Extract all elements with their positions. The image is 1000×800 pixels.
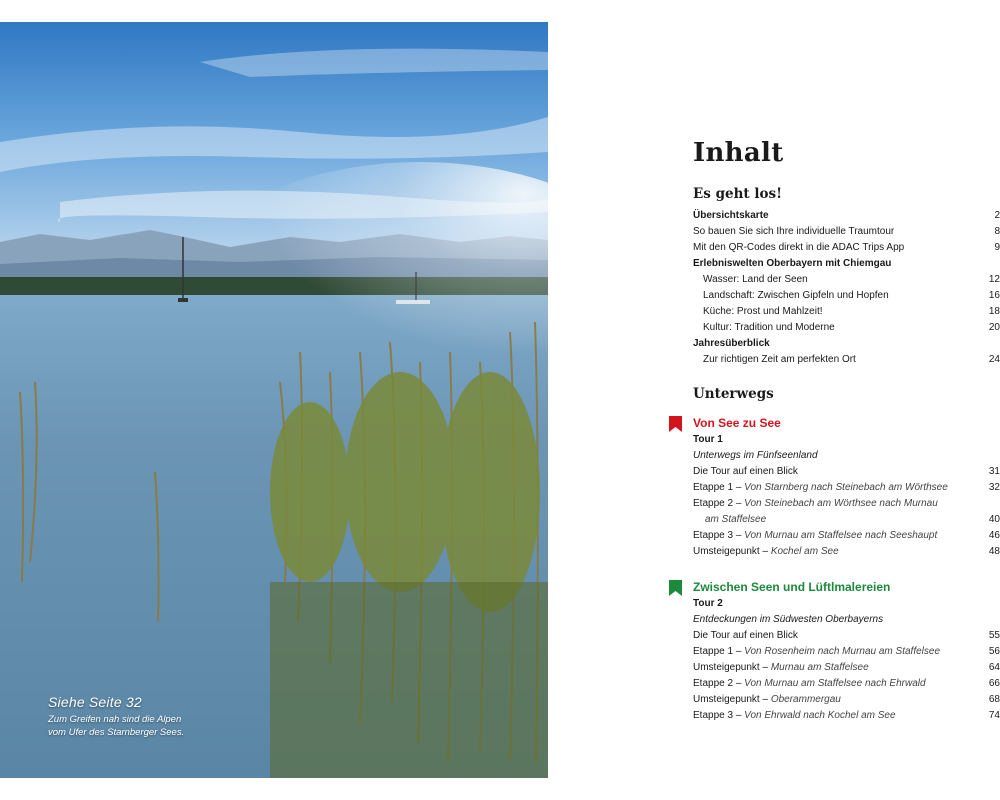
toc-entry[interactable] [693,352,1000,368]
toc-page-number: 48 [988,546,1000,557]
section-heading: Unterwegs [693,386,774,402]
toc-page-number: 68 [988,694,1000,705]
toc-entry[interactable] [693,676,1000,692]
toc-entry-label: Mit den QR-Codes direkt in die ADAC Trips App [693,242,905,253]
toc-entry-label: Die Tour auf einen Blick [693,630,798,641]
stage-prefix: Umsteigepunkt – [693,546,771,557]
stage-prefix: Etappe 1 – [693,482,745,493]
toc-entry-label: Landschaft: Zwischen Gipfeln und Hopfen [703,290,889,301]
toc-page-number: 31 [988,466,1000,477]
page-title: Inhalt [693,138,784,168]
stage-route: Von Ehrwald nach Kochel am See [744,710,896,721]
toc-entry-label: Tour 2 [693,598,723,609]
toc-entry-label [693,544,839,560]
toc-entry[interactable] [693,336,1000,352]
toc-entry[interactable] [693,320,1000,336]
toc-entry[interactable] [693,544,1000,560]
lake-photo [0,22,548,778]
tour-heading[interactable] [693,414,1000,432]
toc-page-number: 12 [988,274,1000,285]
toc-page-number: 16 [988,290,1000,301]
toc-entry-label: Erlebniswelten Oberbayern mit Chiemgau [693,258,892,269]
toc-entry[interactable] [693,660,1000,676]
caption-title: Siehe Seite 32 [48,694,142,710]
stage-route: Von Murnau am Staffelsee nach Seeshaupt [744,530,938,541]
toc-entry-label: Tour 1 [693,434,723,445]
toc-entry[interactable] [693,644,1000,660]
toc-entry[interactable] [693,480,1000,496]
stage-route: Von Steinebach am Wörthsee nach Murnau [744,498,938,509]
stage-prefix: Etappe 2 – [693,498,745,509]
toc-entry-label: Zur richtigen Zeit am perfekten Ort [703,354,856,365]
toc-entry-label: Kultur: Tradition und Moderne [703,322,835,333]
tour-stages [693,644,1000,724]
toc-entry[interactable] [693,240,1000,256]
toc-page-number: 20 [988,322,1000,333]
toc-entry-label [693,480,948,496]
toc-entry-label [693,692,841,708]
toc-entry[interactable] [693,272,1000,288]
toc-entry[interactable] [693,496,1000,512]
toc-entry[interactable] [693,628,1000,644]
stage-route: Von Murnau am Staffelsee nach Ehrwald [744,678,926,689]
toc-page-number: 9 [994,242,1000,253]
toc-page-number: 74 [988,710,1000,721]
toc-entry[interactable] [693,224,1000,240]
toc-entry[interactable] [693,288,1000,304]
toc-entry [693,612,1000,628]
toc-entry-label [693,676,926,692]
toc-entry[interactable] [693,256,1000,272]
tour-stages [693,480,1000,560]
toc-entry[interactable] [693,304,1000,320]
toc-entry [693,448,1000,464]
section-entries [693,208,1000,368]
green-bookmark-icon [669,580,682,596]
toc-entry[interactable] [693,708,1000,724]
toc-entry-label [693,708,896,724]
toc-entry-label: So bauen Sie sich Ihre individuelle Traumtour [693,226,895,237]
toc-entry[interactable] [693,512,1000,528]
toc-page-number: 18 [988,306,1000,317]
toc-entry-label: Unterwegs im Fünfseenland [693,450,818,461]
toc-page-number: 46 [988,530,1000,541]
caption-line: Zum Greifen nah sind die Alpen [48,714,182,725]
toc-entry-label: Küche: Prost und Mahlzeit! [703,306,823,317]
toc-entry-label: Die Tour auf einen Blick [693,466,798,477]
stage-prefix: Etappe 1 – [693,646,745,657]
lake-illustration [0,22,548,778]
toc-entry [693,432,1000,448]
toc-page-number: 2 [994,210,1000,221]
toc-page-number: 66 [988,678,1000,689]
toc-page-number: 24 [988,354,1000,365]
toc-entry-label [693,644,940,660]
toc-entry-label [693,496,938,512]
toc-entry[interactable] [693,528,1000,544]
toc-entry-label: Entdeckungen im Südwesten Oberbayerns [693,614,884,625]
stage-route: am Staffelsee [705,514,767,525]
stage-prefix: Umsteigepunkt – [693,662,771,673]
caption-line: vom Ufer des Starnberger Sees. [48,727,185,738]
stage-prefix: Etappe 3 – [693,710,745,721]
toc-entry [693,596,1000,612]
tour-heading[interactable] [693,578,1000,596]
toc-entry[interactable] [693,464,1000,480]
toc-entry[interactable] [693,692,1000,708]
stage-route: Von Starnberg nach Steinebach am Wörthsee [744,482,948,493]
stage-prefix: Etappe 2 – [693,678,745,689]
stage-route: Oberammergau [770,694,841,705]
toc-entry-label [693,528,937,544]
table-of-contents [693,138,1000,724]
tour-title: Zwischen Seen und Lüftlmalereien [693,580,891,594]
toc-entry-label: Wasser: Land der Seen [703,274,808,285]
red-bookmark-icon [669,416,682,432]
toc-entry-label: Jahresüberblick [693,338,770,349]
toc-page-number: 8 [994,226,1000,237]
toc-entry-label [693,660,869,676]
toc-entry-label: Übersichtskarte [693,210,769,221]
photo-caption [48,694,184,739]
stage-route: Von Rosenheim nach Murnau am Staffelsee [744,646,941,657]
section-heading: Es geht los! [693,186,783,202]
stage-route: Kochel am See [770,546,839,557]
toc-entry[interactable] [693,208,1000,224]
stage-prefix: Umsteigepunkt – [693,694,771,705]
tour-title: Von See zu See [693,416,781,430]
toc-page-number: 55 [988,630,1000,641]
stage-route: Murnau am Staffelsee [770,662,869,673]
toc-entry-label [693,512,766,528]
toc-page-number: 40 [988,514,1000,525]
toc-page-number: 64 [988,662,1000,673]
toc-page-number: 56 [988,646,1000,657]
toc-page-number: 32 [988,482,1000,493]
stage-prefix: Etappe 3 – [693,530,745,541]
